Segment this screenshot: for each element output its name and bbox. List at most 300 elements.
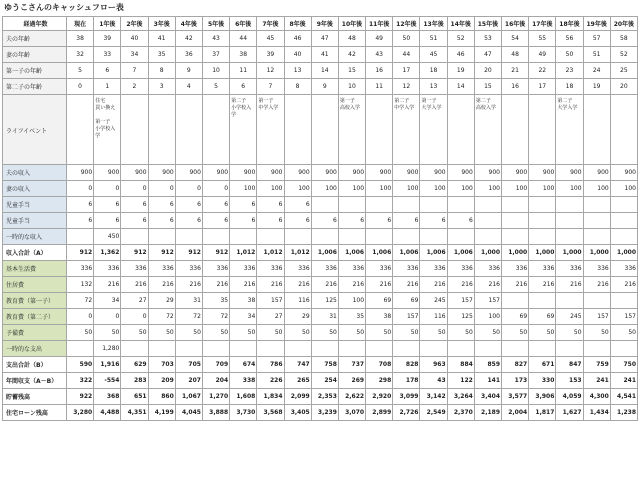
- cell: 3,405: [284, 405, 311, 421]
- cell: 750: [610, 357, 637, 373]
- cell: 20: [610, 79, 637, 95]
- cell: 38: [230, 293, 257, 309]
- row-label: 第一子の年齢: [3, 63, 67, 79]
- cell: 241: [610, 373, 637, 389]
- row-expense-total: [3, 357, 638, 373]
- cell: 50: [311, 325, 338, 341]
- cell: 50: [230, 325, 257, 341]
- cell: 35: [148, 47, 175, 63]
- cell: 50: [420, 325, 447, 341]
- cell: 11: [366, 79, 393, 95]
- cell: 50: [447, 325, 474, 341]
- cell: 157: [257, 293, 284, 309]
- cell: 100: [447, 181, 474, 197]
- cell: 336: [420, 261, 447, 277]
- cell: 12: [257, 63, 284, 79]
- cell: 100: [393, 181, 420, 197]
- row-wife-income: [3, 181, 638, 197]
- cell: 69: [529, 309, 556, 325]
- cell: 912: [202, 245, 229, 261]
- cell: [529, 293, 556, 309]
- cell: 40: [121, 31, 148, 47]
- cell: 33: [94, 47, 121, 63]
- cell: 43: [202, 31, 229, 47]
- row-label: 妻の収入: [3, 181, 67, 197]
- cell: 1,000: [474, 245, 501, 261]
- cell: 6: [366, 213, 393, 229]
- cell: 216: [148, 277, 175, 293]
- cell: 100: [311, 181, 338, 197]
- cell: 43: [420, 373, 447, 389]
- cell: 50: [338, 325, 365, 341]
- row-label: 年間収支（A－B）: [3, 373, 67, 389]
- cell: 10: [338, 79, 365, 95]
- cell: 11: [230, 63, 257, 79]
- cell: 51: [583, 47, 610, 63]
- cell: 0: [67, 79, 94, 95]
- cell: 1,627: [556, 405, 583, 421]
- cell: [393, 341, 420, 357]
- cell: 45: [420, 47, 447, 63]
- cell: [393, 229, 420, 245]
- cell: 157: [447, 293, 474, 309]
- row-one-time-income: [3, 229, 638, 245]
- cell: [447, 95, 474, 165]
- cell: [338, 229, 365, 245]
- cell: 900: [583, 165, 610, 181]
- cell: 900: [366, 165, 393, 181]
- cell: 1,000: [583, 245, 610, 261]
- cell: 216: [393, 277, 420, 293]
- cell: 100: [257, 181, 284, 197]
- cell: 4,488: [94, 405, 121, 421]
- cell: 14: [447, 79, 474, 95]
- cell: [148, 95, 175, 165]
- year-header: 9年後: [311, 17, 338, 31]
- cell: 122: [447, 373, 474, 389]
- row-label: 一時的な収入: [3, 229, 67, 245]
- cell: 50: [474, 325, 501, 341]
- cell: 157: [474, 293, 501, 309]
- cell: 922: [67, 389, 94, 405]
- cell: 216: [94, 277, 121, 293]
- cell: 900: [202, 165, 229, 181]
- cell: 265: [284, 373, 311, 389]
- cell: 3,404: [474, 389, 501, 405]
- header-row: [3, 17, 638, 31]
- cell: [529, 197, 556, 213]
- cell: 17: [529, 79, 556, 95]
- cell: 第二子 小学校入 学: [230, 95, 257, 165]
- row-label: 教育費（第二子）: [3, 309, 67, 325]
- cell: 1,006: [366, 245, 393, 261]
- cell: 54: [502, 31, 529, 47]
- cell: 50: [175, 325, 202, 341]
- cell: [121, 229, 148, 245]
- cell: [583, 293, 610, 309]
- cell: 2,622: [338, 389, 365, 405]
- cell: [502, 213, 529, 229]
- cell: 900: [338, 165, 365, 181]
- cell: 6: [94, 197, 121, 213]
- cell: 6: [420, 213, 447, 229]
- cell: 17: [393, 63, 420, 79]
- cell: 6: [67, 197, 94, 213]
- cell: 0: [202, 181, 229, 197]
- cell: 13: [284, 63, 311, 79]
- cell: 336: [148, 261, 175, 277]
- cell: 72: [202, 309, 229, 325]
- cell: 216: [338, 277, 365, 293]
- row-husband-income: [3, 165, 638, 181]
- cell: 第二子 高校入学: [474, 95, 501, 165]
- cell: 0: [121, 181, 148, 197]
- cell: 859: [474, 357, 501, 373]
- cell: 21: [502, 63, 529, 79]
- cell: [556, 213, 583, 229]
- cell: [474, 197, 501, 213]
- cell: 216: [447, 277, 474, 293]
- cell: 141: [474, 373, 501, 389]
- cell: [556, 341, 583, 357]
- cell: 72: [175, 309, 202, 325]
- cell: 209: [148, 373, 175, 389]
- cell: 18: [420, 63, 447, 79]
- row-child1-age: [3, 63, 638, 79]
- cell: [610, 293, 637, 309]
- cell: 69: [502, 309, 529, 325]
- cell: 48: [502, 47, 529, 63]
- cell: [420, 229, 447, 245]
- cell: 27: [257, 309, 284, 325]
- year-header: 12年後: [393, 17, 420, 31]
- cell: [474, 341, 501, 357]
- cell: 737: [338, 357, 365, 373]
- row-label: 支出合計（B）: [3, 357, 67, 373]
- cell: 125: [447, 309, 474, 325]
- cell: 6: [121, 197, 148, 213]
- cell: 254: [311, 373, 338, 389]
- cell: 50: [148, 325, 175, 341]
- cell: 900: [529, 165, 556, 181]
- cell: 6: [338, 213, 365, 229]
- cell: 69: [393, 293, 420, 309]
- cell: 298: [366, 373, 393, 389]
- cell: [420, 197, 447, 213]
- cell: 204: [202, 373, 229, 389]
- cell: 35: [338, 309, 365, 325]
- cell: 23: [556, 63, 583, 79]
- cell: 3,099: [393, 389, 420, 405]
- cell: 245: [556, 309, 583, 325]
- cell: 29: [148, 293, 175, 309]
- cell: 912: [148, 245, 175, 261]
- cell: 1,608: [230, 389, 257, 405]
- row-label: 児童手当: [3, 213, 67, 229]
- year-header: 15年後: [474, 17, 501, 31]
- row-label: 予備費: [3, 325, 67, 341]
- cell: 900: [148, 165, 175, 181]
- cell: 43: [366, 47, 393, 63]
- cell: 0: [148, 181, 175, 197]
- cell: 41: [311, 47, 338, 63]
- cell: 第一子 中学入学: [257, 95, 284, 165]
- cell: [610, 197, 637, 213]
- row-label: 収入合計（A）: [3, 245, 67, 261]
- cell: 708: [366, 357, 393, 373]
- cell: 116: [284, 293, 311, 309]
- cell: [202, 229, 229, 245]
- cell: 336: [529, 261, 556, 277]
- cell: 7: [121, 63, 148, 79]
- row-basic-living: [3, 261, 638, 277]
- cell: 6: [257, 213, 284, 229]
- cell: 4,300: [583, 389, 610, 405]
- cell: [202, 341, 229, 357]
- cell: 44: [393, 47, 420, 63]
- row-label: 基本生活費: [3, 261, 67, 277]
- cell: [284, 95, 311, 165]
- row-label: 教育費（第一子）: [3, 293, 67, 309]
- cell: 3,239: [311, 405, 338, 421]
- year-header: 2年後: [121, 17, 148, 31]
- cell: 3,568: [257, 405, 284, 421]
- cell: 703: [148, 357, 175, 373]
- cell: 50: [366, 325, 393, 341]
- cell: 336: [121, 261, 148, 277]
- cell: [311, 229, 338, 245]
- cell: 100: [366, 181, 393, 197]
- cell: 709: [202, 357, 229, 373]
- cell: 747: [284, 357, 311, 373]
- cell: 827: [502, 357, 529, 373]
- cell: [447, 341, 474, 357]
- row-wife-age: [3, 47, 638, 63]
- cell: 450: [94, 229, 121, 245]
- cell: 57: [583, 31, 610, 47]
- cell: 1,006: [393, 245, 420, 261]
- cell: 705: [175, 357, 202, 373]
- row-loan-balance: [3, 405, 638, 421]
- cell: 241: [583, 373, 610, 389]
- cell: 1,000: [502, 245, 529, 261]
- cell: 912: [175, 245, 202, 261]
- cell: 1,012: [284, 245, 311, 261]
- cell: [67, 229, 94, 245]
- cell: 14: [311, 63, 338, 79]
- cell: 2,099: [284, 389, 311, 405]
- cell: 6: [148, 213, 175, 229]
- cell: 3,142: [420, 389, 447, 405]
- cell: [148, 229, 175, 245]
- cell: 第二子 中学入学: [393, 95, 420, 165]
- cell: [175, 229, 202, 245]
- cell: [366, 95, 393, 165]
- cell: 13: [420, 79, 447, 95]
- cell: 38: [67, 31, 94, 47]
- cell: 1: [94, 79, 121, 95]
- cell: [529, 95, 556, 165]
- cell: 6: [230, 197, 257, 213]
- row-annual-balance: [3, 373, 638, 389]
- cell: 2,353: [311, 389, 338, 405]
- cell: 336: [67, 261, 94, 277]
- cell: [175, 95, 202, 165]
- cell: 100: [284, 181, 311, 197]
- cell: 116: [420, 309, 447, 325]
- cell: [583, 197, 610, 213]
- cell: [366, 341, 393, 357]
- cell: 3,888: [202, 405, 229, 421]
- cell: 9: [311, 79, 338, 95]
- cell: 72: [67, 293, 94, 309]
- cell: 5: [67, 63, 94, 79]
- cell: 900: [393, 165, 420, 181]
- cell: 336: [366, 261, 393, 277]
- cell: [529, 229, 556, 245]
- year-header: 11年後: [366, 17, 393, 31]
- cell: 758: [311, 357, 338, 373]
- cell: 900: [420, 165, 447, 181]
- cell: 1,916: [94, 357, 121, 373]
- cell: 2,549: [420, 405, 447, 421]
- cell: 18: [556, 79, 583, 95]
- cell: 29: [284, 309, 311, 325]
- cell: 226: [257, 373, 284, 389]
- cell: 100: [556, 181, 583, 197]
- cell: 52: [610, 47, 637, 63]
- cell: 31: [311, 309, 338, 325]
- year-header: 4年後: [175, 17, 202, 31]
- cell: 132: [67, 277, 94, 293]
- cell: 100: [610, 181, 637, 197]
- year-header: 13年後: [420, 17, 447, 31]
- cell: 46: [447, 47, 474, 63]
- year-header: 5年後: [202, 17, 229, 31]
- cell: 第二子 大学入学: [556, 95, 583, 165]
- cell: [610, 95, 637, 165]
- cell: 39: [94, 31, 121, 47]
- year-header: 3年後: [148, 17, 175, 31]
- cell: 6: [94, 213, 121, 229]
- cell: 1,434: [583, 405, 610, 421]
- cell: 4: [175, 79, 202, 95]
- cell: 336: [257, 261, 284, 277]
- cell: 1,006: [420, 245, 447, 261]
- cell: 322: [67, 373, 94, 389]
- cell: [610, 213, 637, 229]
- cell: 47: [474, 47, 501, 63]
- cell: 3,577: [502, 389, 529, 405]
- cell: 900: [121, 165, 148, 181]
- cell: 100: [338, 293, 365, 309]
- cell: 6: [284, 213, 311, 229]
- row-label: 児童手当: [3, 197, 67, 213]
- cell: 336: [202, 261, 229, 277]
- cell: 16: [502, 79, 529, 95]
- cell: 1,000: [529, 245, 556, 261]
- cell: 72: [148, 309, 175, 325]
- cell: 1,270: [202, 389, 229, 405]
- cell: 50: [67, 325, 94, 341]
- cell: 336: [338, 261, 365, 277]
- cell: 828: [393, 357, 420, 373]
- cell: 2,726: [393, 405, 420, 421]
- cell: 336: [393, 261, 420, 277]
- year-header: 19年後: [583, 17, 610, 31]
- cell: 1,006: [447, 245, 474, 261]
- cell: 3: [148, 79, 175, 95]
- cell: 16: [366, 63, 393, 79]
- cell: 6: [230, 79, 257, 95]
- cell: 216: [556, 277, 583, 293]
- cell: 50: [393, 325, 420, 341]
- year-header: 14年後: [447, 17, 474, 31]
- cell: 3,730: [230, 405, 257, 421]
- cell: [148, 341, 175, 357]
- cell: 884: [447, 357, 474, 373]
- cell: 50: [529, 325, 556, 341]
- cell: 100: [474, 309, 501, 325]
- cell: 100: [338, 181, 365, 197]
- cell: [529, 341, 556, 357]
- cell: 269: [338, 373, 365, 389]
- cell: 6: [175, 213, 202, 229]
- row-label: 第二子の年齢: [3, 79, 67, 95]
- cell: 590: [67, 357, 94, 373]
- cell: 100: [583, 181, 610, 197]
- cell: 1,006: [338, 245, 365, 261]
- cell: 8: [148, 63, 175, 79]
- cell: 1,006: [311, 245, 338, 261]
- cell: 651: [121, 389, 148, 405]
- cell: 31: [175, 293, 202, 309]
- cell: 2: [121, 79, 148, 95]
- cell: 24: [583, 63, 610, 79]
- cell: 0: [175, 181, 202, 197]
- cell: 52: [447, 31, 474, 47]
- cell: [257, 229, 284, 245]
- cell: 7: [257, 79, 284, 95]
- cell: [338, 341, 365, 357]
- cell: 671: [529, 357, 556, 373]
- cell: [583, 95, 610, 165]
- cell: 216: [284, 277, 311, 293]
- cell: 216: [257, 277, 284, 293]
- cell: [474, 213, 501, 229]
- row-edu2: [3, 309, 638, 325]
- cell: 1,000: [556, 245, 583, 261]
- year-header: 8年後: [284, 17, 311, 31]
- cell: 216: [311, 277, 338, 293]
- row-label: ライフイベント: [3, 95, 67, 165]
- cell: 216: [420, 277, 447, 293]
- cell: 912: [67, 245, 94, 261]
- cell: 41: [148, 31, 175, 47]
- header-corner: 経過年数: [3, 17, 67, 31]
- cell: 58: [610, 31, 637, 47]
- cell: [610, 229, 637, 245]
- cell: [502, 293, 529, 309]
- cell: 34: [230, 309, 257, 325]
- year-header: 現在: [67, 17, 94, 31]
- cell: 173: [502, 373, 529, 389]
- cell: 0: [121, 309, 148, 325]
- row-child-allowance1: [3, 197, 638, 213]
- cell: 2,370: [447, 405, 474, 421]
- cell: [230, 341, 257, 357]
- cell: 900: [284, 165, 311, 181]
